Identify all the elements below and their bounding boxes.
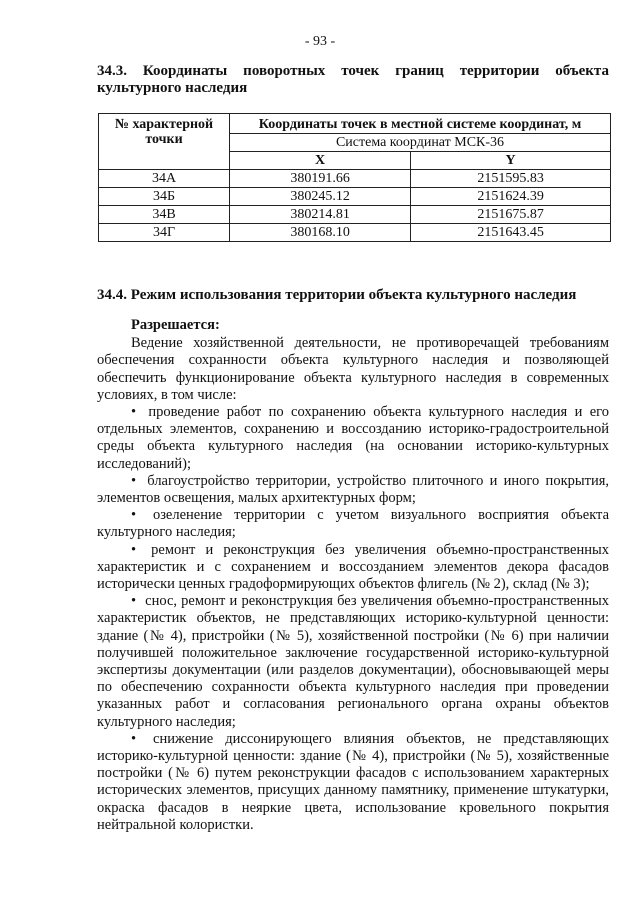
x-cell: 380191.66 [230,170,411,188]
list-item-text: благоустройство территории, устройство плиточного и иного покрытия, элементов освещения, малых архитектурных форм; [97,472,609,507]
point-number-header: № характерной точки [99,114,230,170]
point-cell: 34Г [99,224,230,242]
table-row [99,224,611,242]
list-item [97,507,609,541]
point-cell: 34А [99,170,230,188]
list-item-text: снос, ремонт и реконструкция без увеличения объемно-пространственных характеристик объектов, не представляющих историко-культурной ценности: здание (№ 4), пристройки (№ 5), хозяйственной постройки (№ 6) при наличии получившей положительное заключение государственной историко-культурной экспертизы документации (или разделов документации), обосновывающей меры по обеспечению сохранности объекта культурного наследия при проведении указанных работ и согласования регионального органа охраны объектов культурного наследия; [97,593,609,730]
table-row [99,206,611,224]
coordinates-header: Координаты точек в местной системе координат, м [230,114,611,134]
x-column-header: X [230,152,411,170]
y-cell: 2151643.45 [411,224,611,242]
list-item [97,404,609,473]
list-item [97,593,609,731]
list-item-text: озеленение территории с учетом визуального восприятия объекта культурного наследия; [97,507,609,541]
bullet-icon: • [131,472,137,489]
bullet-icon: • [131,593,137,610]
table-row [99,170,611,188]
section-34-3-title: 34.3. Координаты поворотных точек границ территории объекта культурного наследия [97,63,609,96]
y-cell: 2151624.39 [411,188,611,206]
list-item [97,542,609,594]
x-cell: 380168.10 [230,224,411,242]
list-item-text: снижение диссонирующего влияния объектов, не представляющих историко-культурной ценности: здание (№ 4), пристройки (№ 5), хозяйственные постройки (№ 6) путем реконструкции фасадов с использованием характерных исторических элементов, присущих данному памятнику, применение штукатурки, окраска фасадов в неяркие цвета, использование кровельного покрытия нейтральной колористки. [97,730,609,833]
list-item-text: проведение работ по сохранению объекта культурного наследия и его отдельных элементов, сохранению и воссозданию историко-градостроительной среды объекта культурного наследия (на основании историко-культурных исследований); [97,404,609,472]
allowed-label: Разрешается: [131,317,220,333]
regime-text [97,317,609,834]
section-34-4-title: 34.4. Режим использования территории объекта культурного наследия [97,287,577,303]
coordinates-table [98,113,611,242]
x-cell: 380245.12 [230,188,411,206]
point-cell: 34В [99,206,230,224]
page-number: - 93 - [304,34,336,49]
bullet-icon: • [131,404,137,421]
point-cell: 34Б [99,188,230,206]
coordinate-system-header: Система координат МСК-36 [230,134,611,152]
list-item [97,731,609,834]
bullet-icon: • [131,730,137,747]
table-header-row [99,114,611,134]
y-column-header: Y [411,152,611,170]
intro-paragraph: Ведение хозяйственной деятельности, не противоречащей требованиям обеспечения сохранности объекта культурного наследия и позволяющей обеспечить функционирование объекта культурного наследия в современных условиях, в том числе: [97,335,609,403]
y-cell: 2151595.83 [411,170,611,188]
table-row [99,188,611,206]
list-item [97,473,609,507]
list-item-text: ремонт и реконструкция без увеличения объемно-пространственных характеристик и с сохранением и воссозданием элементов декора фасадов исторически ценных градоформирующих объектов флигель (№ 2), склад (№ 3); [97,541,609,593]
y-cell: 2151675.87 [411,206,611,224]
bullet-icon: • [131,541,137,558]
bullet-icon: • [131,507,137,524]
x-cell: 380214.81 [230,206,411,224]
